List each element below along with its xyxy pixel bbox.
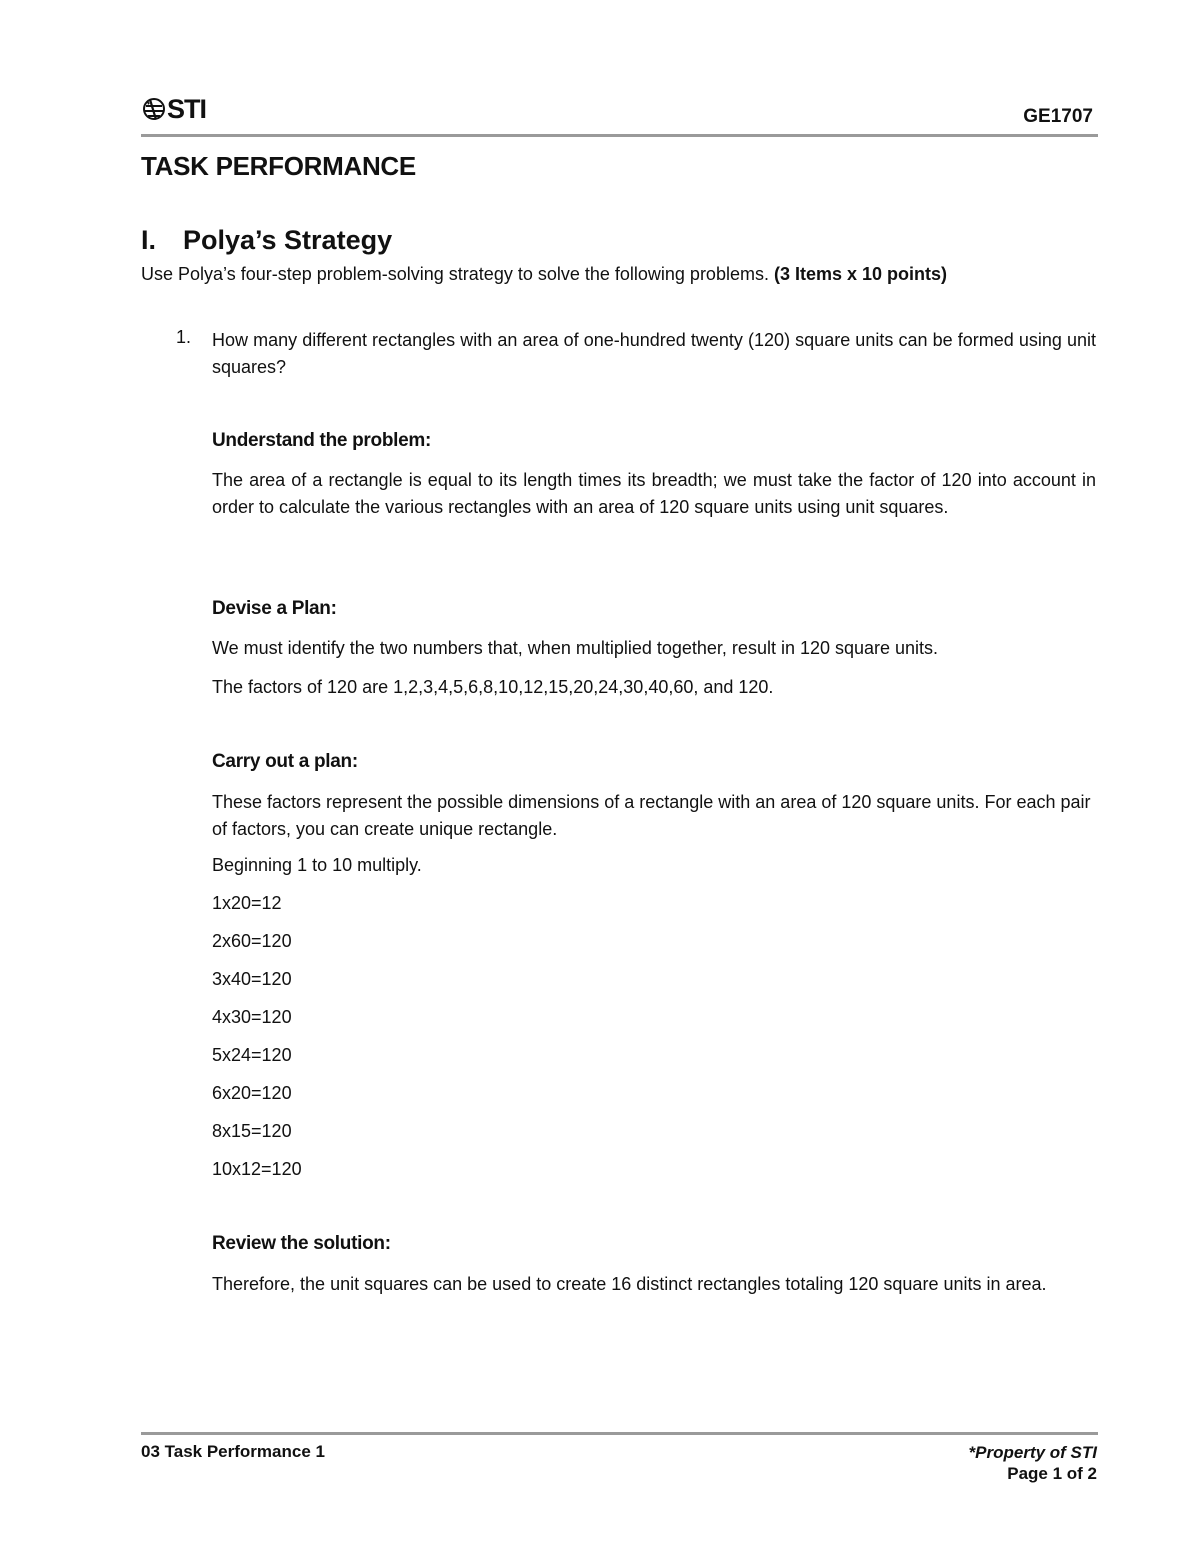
carry-intro: Beginning 1 to 10 multiply.	[212, 855, 422, 875]
carry-text: These factors represent the possible dimensions of a rectangle with an area of 120 square units. For each pair of factors, you can create unique rectangle.	[212, 792, 1091, 839]
product-line: 6x20=120	[212, 1083, 292, 1103]
page-number: Page 1 of 2	[1007, 1464, 1097, 1483]
review-heading: Review the solution:	[212, 1233, 391, 1254]
product-line: 2x60=120	[212, 931, 292, 951]
product-line: 1x20=12	[212, 893, 282, 913]
section-numeral: I.	[141, 225, 157, 255]
question-number: 1.	[176, 327, 192, 347]
section-instructions	[141, 264, 1101, 285]
points-label: (3 Items x 10 points)	[773, 264, 948, 284]
understand-text: The area of a rectangle is equal to its length times its breadth; we must take the factor of 120 into account in order to calculate the various rectangles with an area of 120 square units using unit squares.	[212, 470, 1096, 517]
section-title: Polya’s Strategy	[183, 225, 393, 255]
property-notice: *Property of STI	[968, 1443, 1097, 1462]
header-divider	[141, 134, 1098, 137]
devise-line-2: The factors of 120 are 1,2,3,4,5,6,8,10,12,15,20,24,30,40,60, and 120.	[212, 677, 774, 697]
footer-document-name: 03 Task Performance 1	[141, 1442, 325, 1461]
instructions-text: Use Polya’s four-step problem-solving strategy to solve the following problems.	[141, 264, 769, 284]
product-line: 5x24=120	[212, 1045, 292, 1065]
page-title: TASK PERFORMANCE	[141, 151, 416, 181]
footer-divider	[141, 1432, 1098, 1435]
product-line: 10x12=120	[212, 1159, 302, 1179]
product-line: 4x30=120	[212, 1007, 292, 1027]
course-code: GE1707	[1023, 106, 1093, 127]
footer-right	[969, 1442, 1097, 1484]
carry-heading: Carry out a plan:	[212, 751, 358, 772]
question-text: How many different rectangles with an area of one-hundred twenty (120) square units can be formed using unit squares?	[212, 330, 1096, 377]
review-text: Therefore, the unit squares can be used to create 16 distinct rectangles totaling 120 square units in area.	[212, 1274, 1047, 1294]
product-line: 3x40=120	[212, 969, 292, 989]
logo-text: STI	[167, 93, 207, 124]
section-heading	[141, 225, 392, 256]
devise-line-1: We must identify the two numbers that, when multiplied together, result in 120 square units.	[212, 638, 939, 658]
devise-heading: Devise a Plan:	[212, 598, 337, 619]
sti-globe-icon	[143, 96, 165, 122]
sti-logo	[143, 94, 206, 124]
understand-heading: Understand the problem:	[212, 430, 432, 451]
product-line: 8x15=120	[212, 1121, 292, 1141]
